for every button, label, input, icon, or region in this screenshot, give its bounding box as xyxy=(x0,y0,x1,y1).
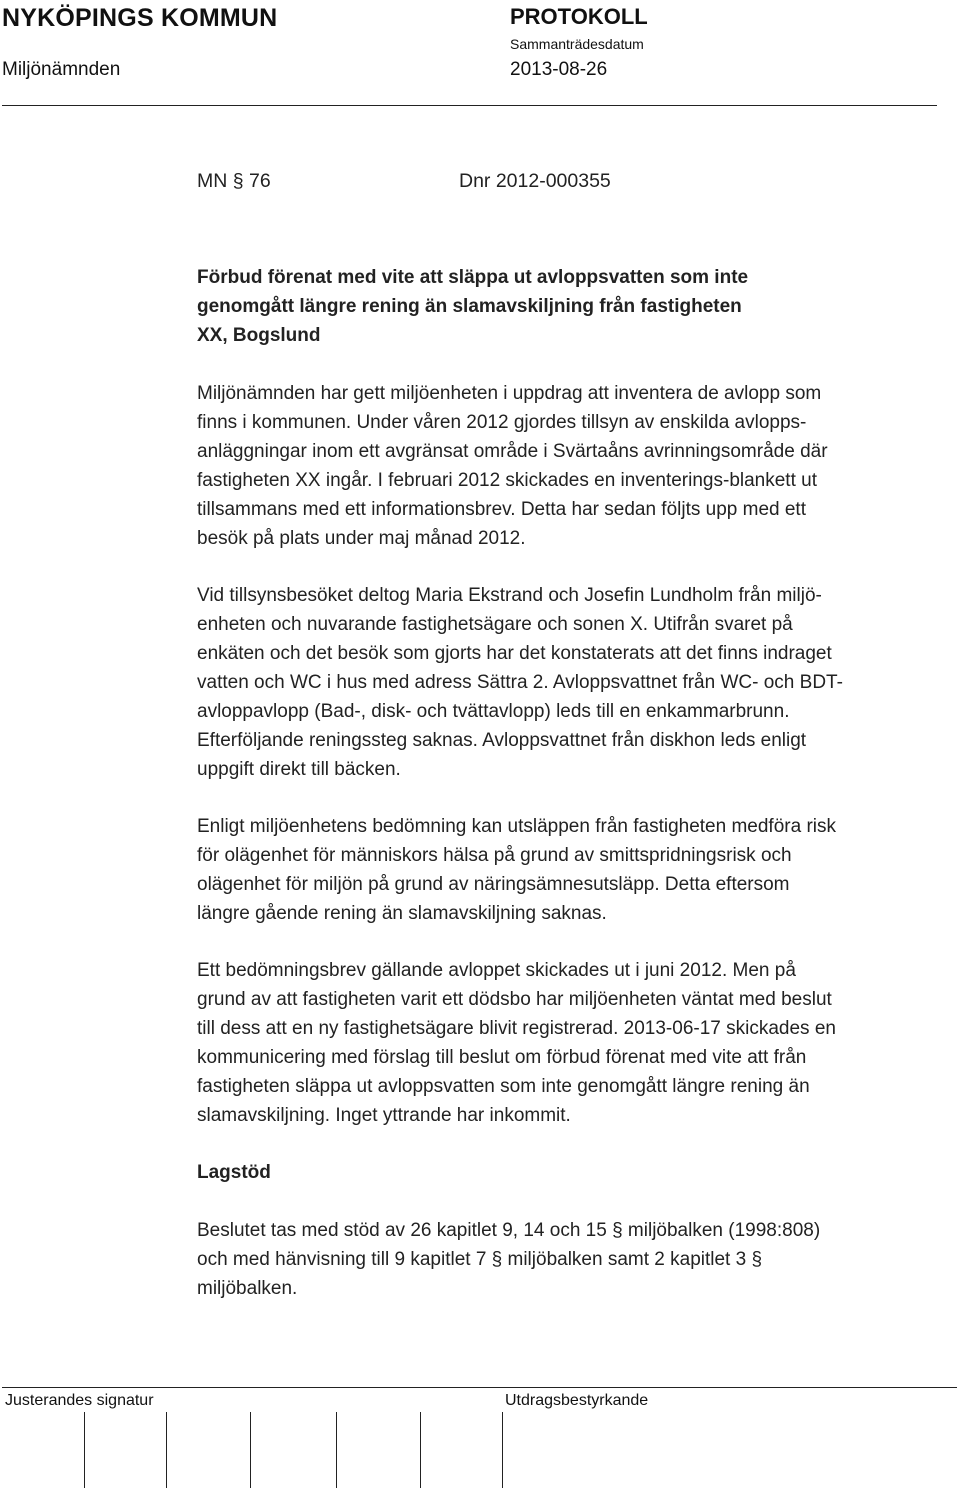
committee-name: Miljönämnden xyxy=(2,59,121,80)
signature-box-divider xyxy=(502,1412,503,1488)
case-title xyxy=(197,263,937,350)
document-type: PROTOKOLL xyxy=(510,4,648,29)
title-line: XX, Bogslund xyxy=(197,325,321,346)
footer-divider xyxy=(2,1387,957,1388)
paragraph-communication xyxy=(197,956,937,1130)
text-line: Vid tillsynsbesöket deltog Maria Ekstrand och Josefin Lundholm från miljö- xyxy=(197,585,822,606)
text-line: tillsammans med ett informationsbrev. Detta har sedan följts upp med ett xyxy=(197,499,806,520)
text-line: Ett bedömningsbrev gällande avloppet skickades ut i juni 2012. Men på xyxy=(197,960,796,981)
text-line: enheten och nuvarande fastighetsägare och sonen X. Utifrån svaret på xyxy=(197,614,793,635)
text-line: Miljönämnden har gett miljöenheten i uppdrag att inventera de avlopp som xyxy=(197,383,822,404)
text-line: enkäten och det besök som gjorts har det konstaterats att det finns indraget xyxy=(197,643,832,664)
text-line: för olägenhet för människors hälsa på grund av smittspridningsrisk och xyxy=(197,845,792,866)
paragraph-reference: MN § 76 xyxy=(197,170,271,192)
certification-label: Utdragsbestyrkande xyxy=(505,1392,649,1409)
diary-number: Dnr 2012-000355 xyxy=(459,170,611,192)
signature-box-divider xyxy=(420,1412,421,1488)
text-line: till dess att en ny fastighetsägare blivit registrerad. 2013-06-17 skickades en xyxy=(197,1018,836,1039)
text-line: uppgift direkt till bäcken. xyxy=(197,759,401,780)
text-line: Beslutet tas med stöd av 26 kapitlet 9, 14 och 15 § miljöbalken (1998:808) xyxy=(197,1220,821,1241)
title-line: Förbud förenat med vite att släppa ut avloppsvatten som inte xyxy=(197,267,749,288)
text-line: besök på plats under maj månad 2012. xyxy=(197,528,526,549)
header-divider xyxy=(2,105,937,106)
signature-box-divider xyxy=(336,1412,337,1488)
text-line: slamavskiljning. Inget yttrande har inkommit. xyxy=(197,1105,571,1126)
document-body xyxy=(197,163,937,1303)
text-line: Efterföljande reningssteg saknas. Avloppsvattnet från diskhon leds enligt xyxy=(197,730,807,751)
text-line: finns i kommunen. Under våren 2012 gjordes tillsyn av enskilda avlopps- xyxy=(197,412,807,433)
signature-label: Justerandes signatur xyxy=(5,1392,154,1409)
paragraph-inspection xyxy=(197,581,937,784)
text-line: vatten och WC i hus med adress Sättra 2. Avloppsvattnet från WC- och BDT- xyxy=(197,672,843,693)
organization-name: NYKÖPINGS KOMMUN xyxy=(2,4,278,32)
text-line: anläggningar inom ett avgränsat område i Svärtaåns avrinningsområde där xyxy=(197,441,828,462)
signature-box-divider xyxy=(84,1412,85,1488)
paragraph-assessment xyxy=(197,812,937,928)
paragraph-legal-basis xyxy=(197,1216,937,1303)
text-line: avloppavlopp (Bad-, disk- och tvättavlopp) leds till en enkammarbrunn. xyxy=(197,701,790,722)
text-line: olägenhet för miljön på grund av näringsämnesutsläpp. Detta eftersom xyxy=(197,874,790,895)
title-line: genomgått längre rening än slamavskiljning från fastigheten xyxy=(197,296,742,317)
signature-box-divider xyxy=(166,1412,167,1488)
case-reference xyxy=(197,163,937,199)
text-line: Enligt miljöenhetens bedömning kan utsläppen från fastigheten medföra risk xyxy=(197,816,836,837)
meeting-date: 2013-08-26 xyxy=(510,59,608,80)
signature-box-divider xyxy=(250,1412,251,1488)
legal-basis-heading: Lagstöd xyxy=(197,1162,271,1183)
text-line: grund av att fastigheten varit ett dödsbo har miljöenheten väntat med beslut xyxy=(197,989,832,1010)
text-line: fastigheten släppa ut avloppsvatten som inte genomgått längre rening än xyxy=(197,1076,810,1097)
paragraph-background xyxy=(197,379,937,553)
meeting-date-label: Sammanträdesdatum xyxy=(510,36,644,52)
text-line: miljöbalken. xyxy=(197,1278,298,1299)
text-line: och med hänvisning till 9 kapitlet 7 § miljöbalken samt 2 kapitlet 3 § xyxy=(197,1249,763,1270)
text-line: kommunicering med förslag till beslut om förbud förenat med vite att från xyxy=(197,1047,807,1068)
text-line: fastigheten XX ingår. I februari 2012 skickades en inventerings-blankett ut xyxy=(197,470,817,491)
text-line: längre gående rening än slamavskiljning saknas. xyxy=(197,903,607,924)
